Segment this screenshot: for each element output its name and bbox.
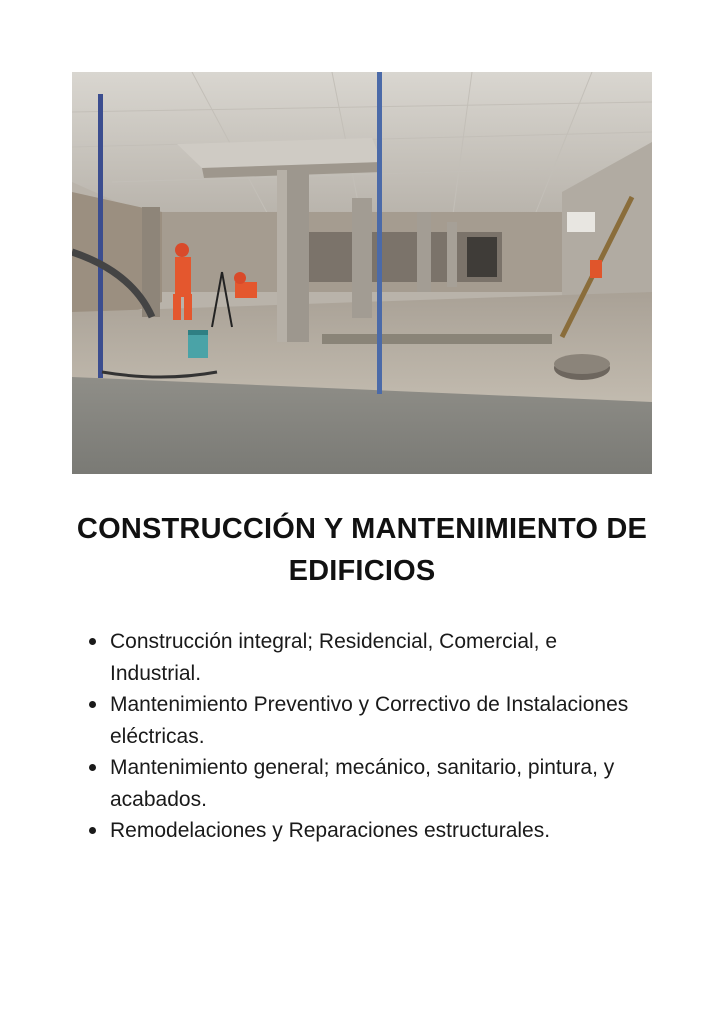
construction-site-illustration <box>72 72 652 474</box>
bullet-icon <box>89 701 96 708</box>
bullet-icon <box>89 827 96 834</box>
list-item <box>80 689 640 752</box>
construction-site-photo <box>72 72 652 474</box>
list-item-text: Remodelaciones y Reparaciones estructurales. <box>110 819 551 842</box>
list-item-text: Construcción integral; Residencial, Comercial, e Industrial. <box>110 630 558 685</box>
bullet-icon <box>89 638 96 645</box>
list-item-text: Mantenimiento general; mecánico, sanitario, pintura, y acabados. <box>110 756 615 811</box>
list-item-text: Mantenimiento Preventivo y Correctivo de Instalaciones eléctricas. <box>110 693 629 748</box>
list-item <box>80 752 640 815</box>
list-item <box>80 626 640 689</box>
list-item <box>80 815 640 847</box>
bullet-icon <box>89 764 96 771</box>
services-list <box>80 626 640 847</box>
page-title: CONSTRUCCIÓN Y MANTENIMIENTO DE EDIFICIOS <box>76 513 648 587</box>
